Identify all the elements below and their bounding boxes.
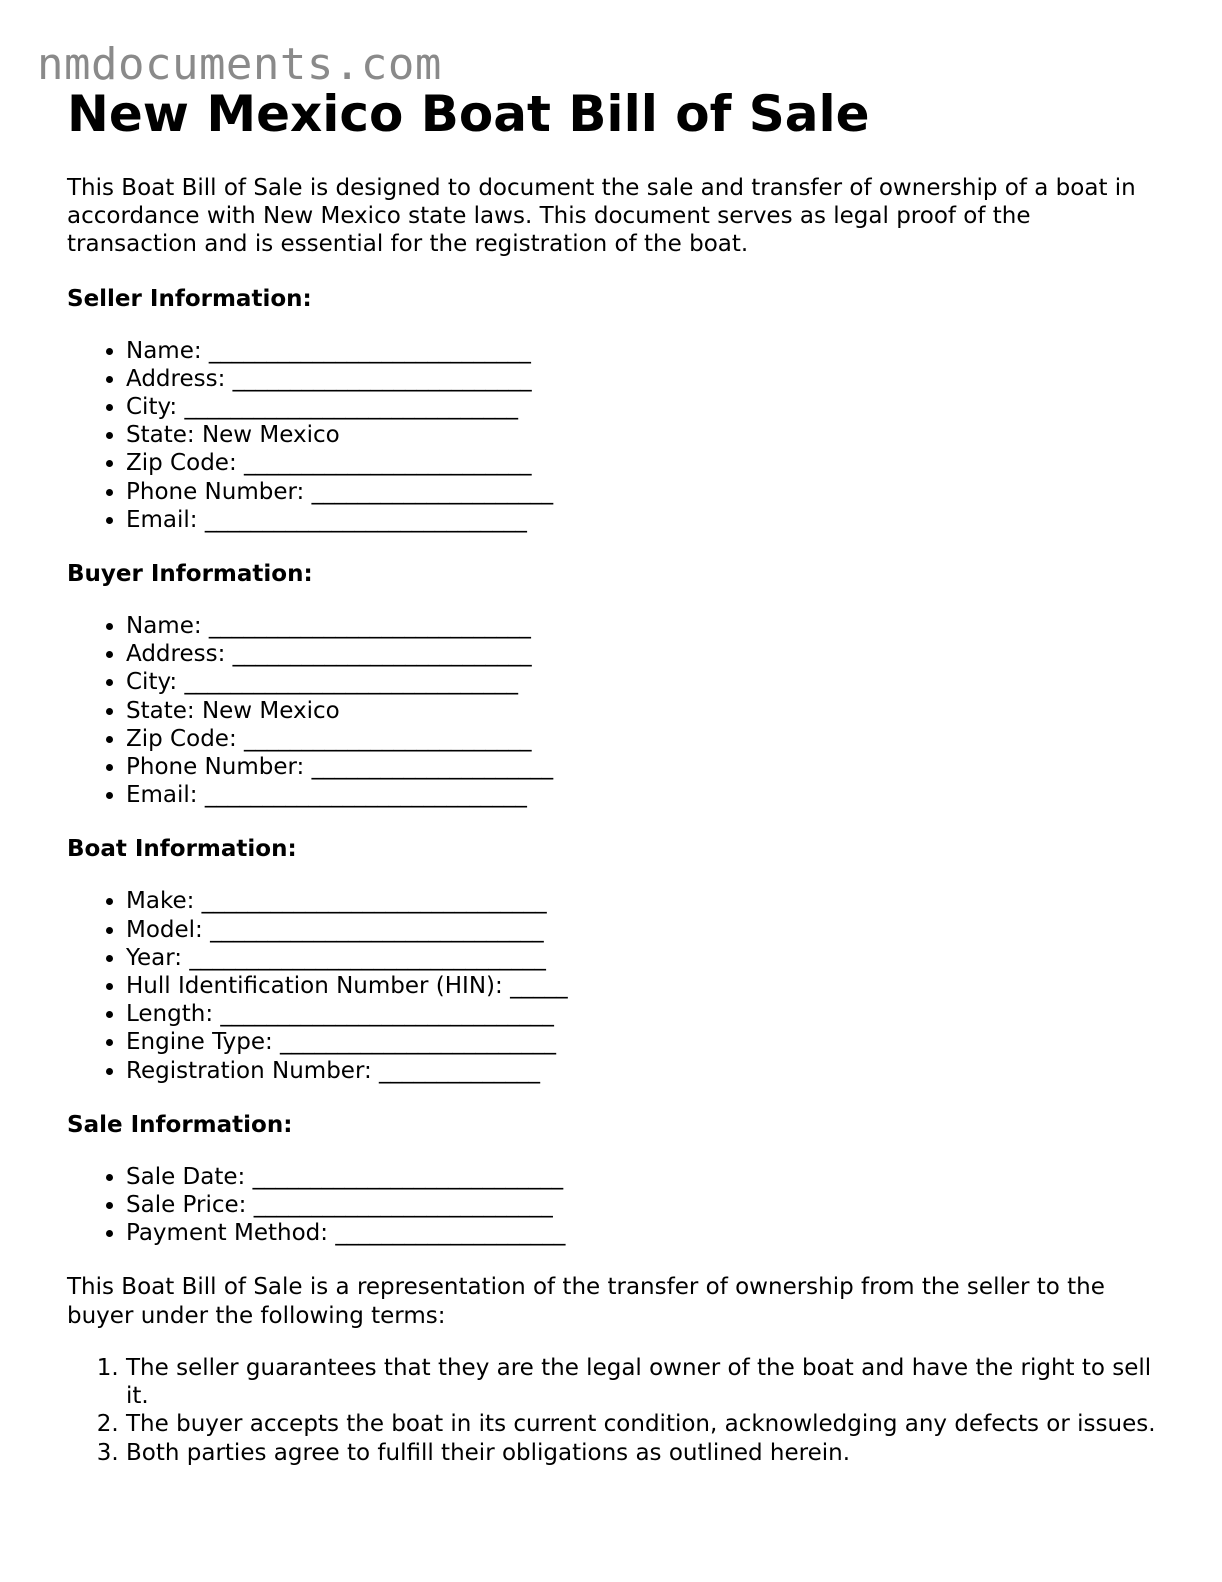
seller-list <box>67 337 1157 534</box>
payment-method-field: • Payment Method: ____________________ <box>126 1219 1157 1247</box>
seller-address-field: • Address: __________________________ <box>126 365 1157 393</box>
sale-price-field: • Sale Price: __________________________ <box>126 1191 1157 1219</box>
boat-make-field: • Make: ______________________________ <box>126 887 1157 915</box>
sale-date-field: • Sale Date: ___________________________ <box>126 1163 1157 1191</box>
seller-phone-field: • Phone Number: _____________________ <box>126 478 1157 506</box>
boat-engine-field: • Engine Type: ________________________ <box>126 1028 1157 1056</box>
buyer-heading: Buyer Information: <box>67 561 313 588</box>
boat-list <box>67 887 1157 1084</box>
seller-state-field: • State: New Mexico <box>126 421 1157 449</box>
buyer-state-field: • State: New Mexico <box>126 697 1157 725</box>
buyer-address-field: • Address: __________________________ <box>126 640 1157 668</box>
term-item: 3. Both parties agree to fulfill their obligations as outlined herein. <box>126 1439 1157 1467</box>
seller-zip-field: • Zip Code: _________________________ <box>126 449 1157 477</box>
buyer-city-field: • City: _____________________________ <box>126 668 1157 696</box>
buyer-name-field: • Name: ____________________________ <box>126 612 1157 640</box>
buyer-list <box>67 612 1157 809</box>
buyer-email-field: • Email: ____________________________ <box>126 781 1157 809</box>
term-item: 1. The seller guarantees that they are the legal owner of the boat and have the right to sell it. <box>126 1354 1157 1410</box>
document-page <box>67 84 1157 1467</box>
seller-city-field: • City: _____________________________ <box>126 393 1157 421</box>
seller-email-field: • Email: ____________________________ <box>126 506 1157 534</box>
buyer-zip-field: • Zip Code: _________________________ <box>126 725 1157 753</box>
boat-length-field: • Length: _____________________________ <box>126 1000 1157 1028</box>
boat-hin-field: • Hull Identification Number (HIN): _____ <box>126 972 1157 1000</box>
intro-paragraph: This Boat Bill of Sale is designed to document the sale and transfer of ownership of a boat in accordance with New Mexico state laws. This document serves as legal proof of the transaction and is essential for the registration of the boat. <box>67 175 1136 258</box>
seller-name-field: • Name: ____________________________ <box>126 337 1157 365</box>
terms-list <box>67 1354 1157 1467</box>
boat-year-field: • Year: _______________________________ <box>126 944 1157 972</box>
boat-model-field: • Model: _____________________________ <box>126 916 1157 944</box>
sale-list <box>67 1163 1157 1248</box>
term-item: 2. The buyer accepts the boat in its current condition, acknowledging any defects or issues. <box>126 1410 1157 1438</box>
seller-heading: Seller Information: <box>67 285 312 312</box>
terms-intro-paragraph: This Boat Bill of Sale is a representation of the transfer of ownership from the seller to the buyer under the following terms: <box>67 1274 1105 1329</box>
document-title: New Mexico Boat Bill of Sale <box>67 85 870 143</box>
boat-registration-field: • Registration Number: ______________ <box>126 1057 1157 1085</box>
boat-heading: Boat Information: <box>67 836 297 863</box>
sale-heading: Sale Information: <box>67 1111 293 1138</box>
buyer-phone-field: • Phone Number: _____________________ <box>126 753 1157 781</box>
site-watermark: nmdocuments.com <box>37 39 442 90</box>
